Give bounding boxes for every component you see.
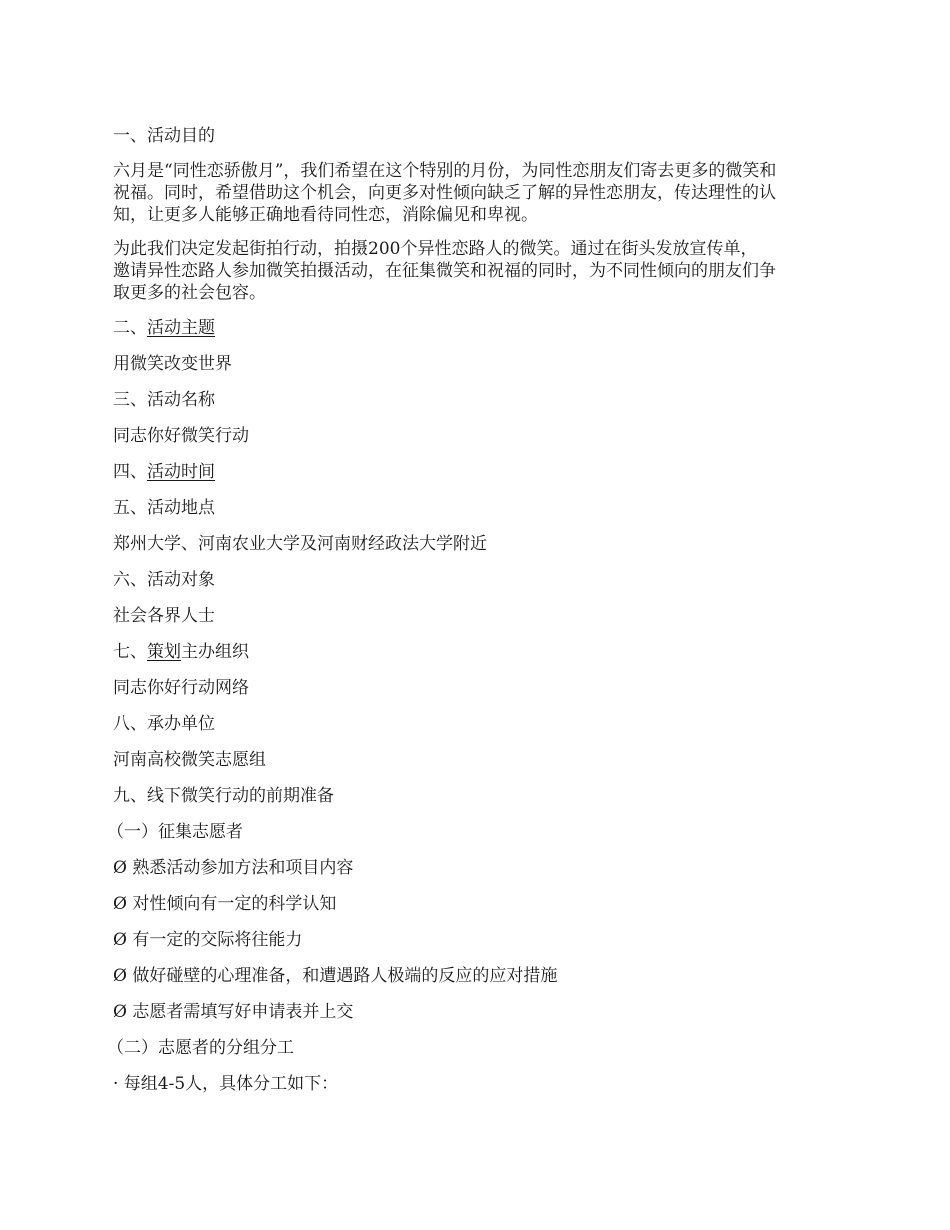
purpose-paragraph-2 [113,238,843,304]
theme-link[interactable]: 活动主题 [147,318,215,338]
heading-number: 四、 [113,462,147,482]
name-text: 同志你好微笑行动 [113,426,249,446]
requirement-item: Ø 对性倾向有一定的科学认知 [113,894,337,914]
heading-time [113,460,843,484]
text-line: 邀请异性恋路人参加微笑拍摄活动，在征集微笑和祝福的同时，为不同性倾向的朋友们争 [113,261,776,281]
subheading-grouping: （二）志愿者的分组分工 [107,1038,294,1058]
heading-name: 三、活动名称 [113,390,215,410]
text-line: 为此我们决定发起街拍行动，拍摄200个异性恋路人的微笑。通过在街头发放宣传单， [113,239,758,259]
heading-purpose: 一、活动目的 [113,126,215,146]
heading-undertaker: 八、承办单位 [113,714,215,734]
subheading-recruit: （一）征集志愿者 [107,822,243,842]
heading-preparation: 九、线下微笑行动的前期准备 [113,786,334,806]
heading-number: 七、 [113,642,147,662]
organizer-text: 同志你好行动网络 [113,678,249,698]
undertaker-text: 河南高校微笑志愿组 [113,750,266,770]
document-page [107,124,843,1108]
text-line: 六月是“同性恋骄傲月”，我们希望在这个特别的月份，为同性恋朋友们寄去更多的微笑和 [113,161,777,181]
text-line: 取更多的社会包容。 [113,283,266,303]
heading-suffix: 主办组织 [181,642,249,662]
heading-organizer [113,640,843,664]
requirement-item: Ø 志愿者需填写好申请表并上交 [113,1002,354,1022]
target-text: 社会各界人士 [113,606,215,626]
heading-target: 六、活动对象 [113,570,215,590]
heading-location: 五、活动地点 [113,498,215,518]
requirement-item: Ø 熟悉活动参加方法和项目内容 [113,858,354,878]
heading-number: 二、 [113,318,147,338]
time-link[interactable]: 活动时间 [147,462,215,482]
text-line: 祝福。同时，希望借助这个机会，向更多对性倾向缺乏了解的异性恋朋友，传达理性的认 [113,183,776,203]
grouping-text: · 每组4-5人，具体分工如下： [113,1074,339,1094]
location-text: 郑州大学、河南农业大学及河南财经政法大学附近 [113,534,487,554]
requirement-item: Ø 有一定的交际将往能力 [113,930,303,950]
text-line: 知，让更多人能够正确地看待同性恋，消除偏见和卑视。 [113,205,538,225]
planning-link[interactable]: 策划 [147,642,181,662]
heading-theme [113,316,843,340]
theme-text: 用微笑改变世界 [113,354,232,374]
purpose-paragraph-1 [113,160,843,226]
requirement-item: Ø 做好碰壁的心理准备，和遭遇路人极端的反应的应对措施 [113,966,558,986]
